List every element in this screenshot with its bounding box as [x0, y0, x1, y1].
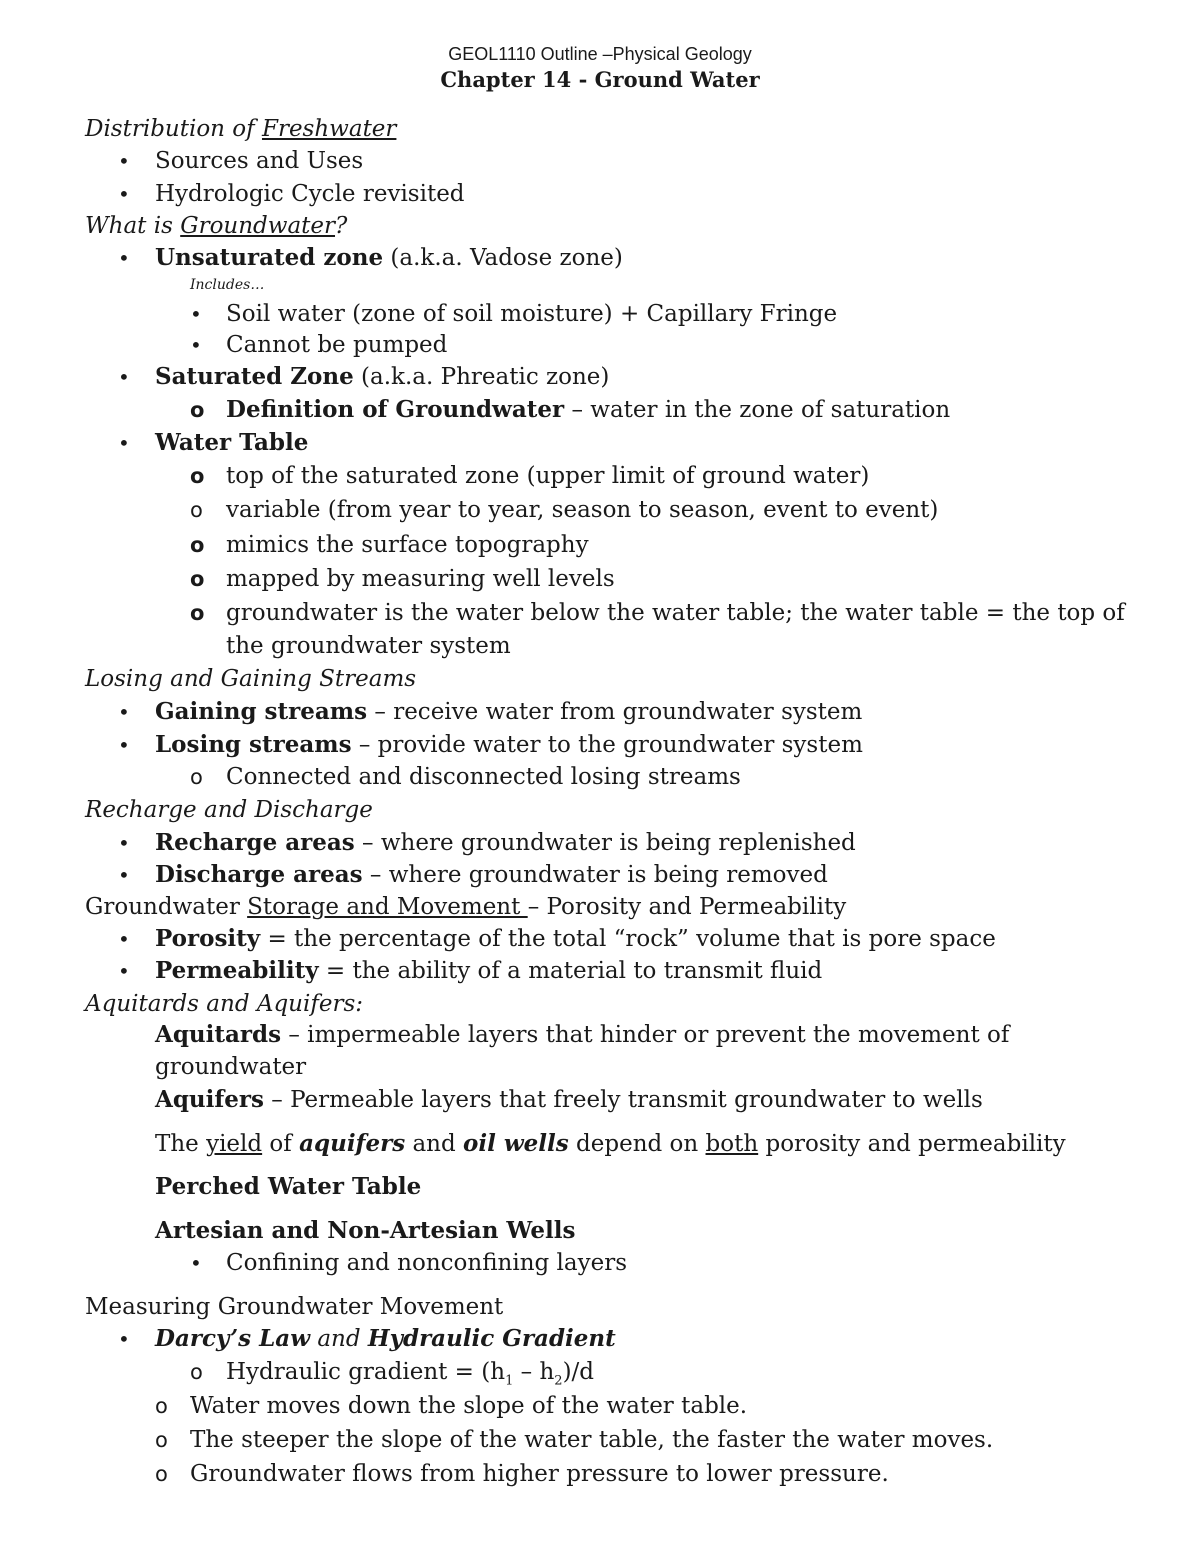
- section-heading-freshwater: Distribution of Freshwater: [85, 116, 397, 142]
- bullet-icon: •: [190, 302, 202, 326]
- list-item-unsaturated-zone: Unsaturated zone (a.k.a. Vadose zone): [155, 244, 623, 271]
- list-item-porosity: Porosity = the percentage of the total “rock” volume that is pore space: [155, 925, 996, 952]
- bullet-icon: •: [118, 1327, 130, 1351]
- circle-bullet-icon: o: [155, 1462, 168, 1486]
- circle-bullet-icon: o: [190, 567, 205, 591]
- circle-bullet-icon: o: [190, 601, 205, 625]
- list-item-permeability: Permeability = the ability of a material to transmit fluid: [155, 957, 823, 984]
- list-item: Sources and Uses: [155, 148, 364, 174]
- bullet-icon: •: [118, 182, 130, 206]
- list-item: variable (from year to year, season to season, event to event): [226, 497, 939, 523]
- list-item: Groundwater flows from higher pressure to lower pressure.: [190, 1461, 889, 1487]
- list-item-continuation: the groundwater system: [226, 633, 511, 659]
- course-title: GEOL1110 Outline –Physical Geology: [448, 44, 752, 64]
- subheading-artesian: Artesian and Non-Artesian Wells: [155, 1217, 576, 1244]
- circle-bullet-icon: o: [190, 533, 205, 557]
- bullet-icon: •: [118, 431, 130, 455]
- bullet-icon: •: [118, 246, 130, 270]
- section-heading-aquifers: Aquitards and Aquifers:: [85, 991, 364, 1017]
- bullet-icon: •: [118, 863, 130, 887]
- list-item: Soil water (zone of soil moisture) + Capillary Fringe: [226, 301, 838, 327]
- circle-bullet-icon: o: [190, 464, 205, 488]
- paragraph-aquitards-continuation: groundwater: [155, 1054, 307, 1080]
- circle-bullet-icon: o: [190, 765, 203, 789]
- list-item: Hydrologic Cycle revisited: [155, 181, 465, 207]
- bullet-icon: •: [118, 831, 130, 855]
- list-item-gradient-formula: Hydraulic gradient = $(h_1 - h_2)/d$: [226, 1359, 595, 1389]
- list-item-discharge: Discharge areas – where groundwater is being removed: [155, 861, 828, 888]
- section-heading-storage: Groundwater Storage and Movement – Porosity and Permeability: [85, 894, 847, 920]
- list-item: Connected and disconnected losing streams: [226, 764, 741, 790]
- list-item-losing: Losing streams – provide water to the groundwater system: [155, 731, 863, 758]
- paragraph-yield: The yield of aquifers and oil wells depend on both porosity and permeability: [155, 1130, 1066, 1157]
- chapter-title: Chapter 14 - Ground Water: [440, 67, 760, 92]
- circle-bullet-icon: o: [155, 1428, 168, 1452]
- circle-bullet-icon: o: [190, 398, 205, 422]
- list-item: top of the saturated zone (upper limit of ground water): [226, 463, 870, 489]
- list-item-gaining: Gaining streams – receive water from groundwater system: [155, 698, 863, 725]
- list-item: mapped by measuring well levels: [226, 566, 615, 592]
- subheading-perched: Perched Water Table: [155, 1173, 422, 1200]
- list-item: Cannot be pumped: [226, 332, 448, 358]
- bullet-icon: •: [190, 333, 202, 357]
- section-heading-measuring: Measuring Groundwater Movement: [85, 1294, 504, 1320]
- bullet-icon: •: [118, 959, 130, 983]
- bullet-icon: •: [118, 365, 130, 389]
- list-item-recharge: Recharge areas – where groundwater is being replenished: [155, 829, 856, 856]
- list-item: Water moves down the slope of the water table.: [190, 1393, 748, 1419]
- bullet-icon: •: [118, 149, 130, 173]
- paragraph-aquitards: Aquitards – impermeable layers that hinder or prevent the movement of: [155, 1021, 1010, 1048]
- circle-bullet-icon: o: [190, 1360, 203, 1384]
- list-item: Confining and nonconfining layers: [226, 1250, 628, 1276]
- list-item-water-table: Water Table: [155, 429, 309, 456]
- bullet-icon: •: [118, 700, 130, 724]
- list-item-definition: Definition of Groundwater – water in the zone of saturation: [226, 396, 951, 423]
- list-item-saturated-zone: Saturated Zone (a.k.a. Phreatic zone): [155, 363, 610, 390]
- bullet-icon: •: [118, 733, 130, 757]
- list-item: The steeper the slope of the water table, the faster the water moves.: [190, 1427, 994, 1453]
- section-heading-streams: Losing and Gaining Streams: [85, 666, 417, 692]
- list-item: mimics the surface topography: [226, 532, 589, 558]
- list-item: groundwater is the water below the water table; the water table = the top of: [226, 600, 1125, 626]
- list-item-darcy: Darcy’s Law and Hydraulic Gradient: [155, 1325, 616, 1352]
- section-heading-recharge: Recharge and Discharge: [85, 797, 373, 823]
- paragraph-aquifers: Aquifers – Permeable layers that freely transmit groundwater to wells: [155, 1086, 983, 1113]
- section-heading-groundwater: What is Groundwater?: [85, 213, 348, 239]
- bullet-icon: •: [118, 927, 130, 951]
- bullet-icon: •: [190, 1251, 202, 1275]
- circle-bullet-icon: o: [190, 498, 203, 522]
- circle-bullet-icon: o: [155, 1394, 168, 1418]
- includes-note: Includes…: [190, 277, 265, 293]
